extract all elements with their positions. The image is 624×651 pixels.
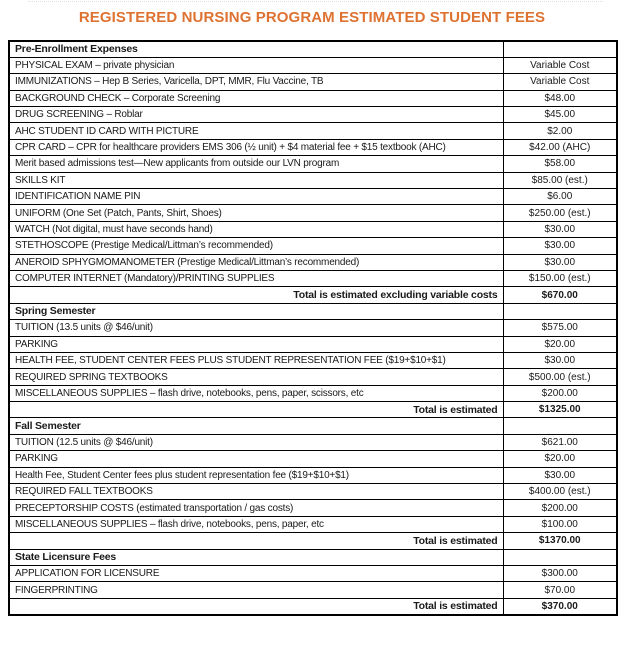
fee-row: [9, 320, 617, 336]
fee-value-cell: $58.00: [503, 156, 617, 172]
section-header-row: [9, 41, 617, 57]
fee-value-cell: $45.00: [503, 107, 617, 123]
total-row: [9, 287, 617, 303]
fee-value-cell: $250.00 (est.): [503, 205, 617, 221]
fee-value-cell: $100.00: [503, 516, 617, 532]
section-header-row: [9, 549, 617, 565]
fee-row: [9, 451, 617, 467]
fee-row: [9, 336, 617, 352]
fee-value-cell: [503, 41, 617, 57]
fee-row: [9, 74, 617, 90]
fee-label-cell: HEALTH FEE, STUDENT CENTER FEES PLUS STUDENT REPRESENTATION FEE ($19+$10+$1): [9, 352, 503, 368]
fee-value-cell: $30.00: [503, 467, 617, 483]
fee-label-cell: COMPUTER INTERNET (Mandatory)/PRINTING SUPPLIES: [9, 270, 503, 286]
fee-value-cell: $30.00: [503, 221, 617, 237]
fee-label-cell: Health Fee, Student Center fees plus student representation fee ($19+$10+$1): [9, 467, 503, 483]
fee-label-cell: TUITION (13.5 units @ $46/unit): [9, 320, 503, 336]
fee-row: [9, 516, 617, 532]
fee-value-cell: $30.00: [503, 254, 617, 270]
fee-value-cell: $200.00: [503, 500, 617, 516]
section-header-row: [9, 303, 617, 319]
fee-row: [9, 582, 617, 598]
fee-value-cell: $20.00: [503, 336, 617, 352]
fee-label-cell: Total is estimated: [9, 402, 503, 418]
fee-value-cell: Variable Cost: [503, 74, 617, 90]
fee-row: [9, 107, 617, 123]
total-row: [9, 598, 617, 614]
fee-label-cell: PRECEPTORSHIP COSTS (estimated transportation / gas costs): [9, 500, 503, 516]
fee-label-cell: AHC STUDENT ID CARD WITH PICTURE: [9, 123, 503, 139]
fee-value-cell: $6.00: [503, 189, 617, 205]
fee-label-cell: TUITION (12.5 units @ $46/unit): [9, 434, 503, 450]
fee-value-cell: $2.00: [503, 123, 617, 139]
fee-label-cell: Total is estimated: [9, 598, 503, 614]
fee-row: [9, 369, 617, 385]
fee-value-cell: $370.00: [503, 598, 617, 614]
fee-value-cell: $70.00: [503, 582, 617, 598]
fee-row: [9, 352, 617, 368]
fee-value-cell: $500.00 (est.): [503, 369, 617, 385]
fee-label-cell: Merit based admissions test—New applicants from outside our LVN program: [9, 156, 503, 172]
fee-label-cell: PARKING: [9, 451, 503, 467]
fee-row: [9, 270, 617, 286]
total-row: [9, 533, 617, 549]
section-header-row: [9, 418, 617, 434]
student-fees-table: [8, 40, 618, 616]
fee-value-cell: $670.00: [503, 287, 617, 303]
fee-label-cell: DRUG SCREENING – Roblar: [9, 107, 503, 123]
fee-label-cell: MISCELLANEOUS SUPPLIES – flash drive, notebooks, pens, paper, etc: [9, 516, 503, 532]
fee-row: [9, 254, 617, 270]
fee-label-cell: State Licensure Fees: [9, 549, 503, 565]
fee-row: [9, 566, 617, 582]
fee-label-cell: FINGERPRINTING: [9, 582, 503, 598]
fee-label-cell: STETHOSCOPE (Prestige Medical/Littman’s recommended): [9, 238, 503, 254]
fee-label-cell: WATCH (Not digital, must have seconds hand): [9, 221, 503, 237]
fee-value-cell: [503, 418, 617, 434]
fee-label-cell: REQUIRED SPRING TEXTBOOKS: [9, 369, 503, 385]
fee-label-cell: PHYSICAL EXAM – private physician: [9, 57, 503, 73]
fee-label-cell: MISCELLANEOUS SUPPLIES – flash drive, notebooks, pens, paper, scissors, etc: [9, 385, 503, 401]
fee-row: [9, 205, 617, 221]
fee-value-cell: $200.00: [503, 385, 617, 401]
fee-row: [9, 221, 617, 237]
fee-label-cell: UNIFORM (One Set (Patch, Pants, Shirt, Shoes): [9, 205, 503, 221]
fee-label-cell: IMMUNIZATIONS – Hep B Series, Varicella, DPT, MMR, Flu Vaccine, TB: [9, 74, 503, 90]
page-title: REGISTERED NURSING PROGRAM ESTIMATED STUDENT FEES: [78, 9, 546, 26]
fee-value-cell: $150.00 (est.): [503, 270, 617, 286]
fee-value-cell: $1370.00: [503, 533, 617, 549]
fee-value-cell: $1325.00: [503, 402, 617, 418]
fee-row: [9, 156, 617, 172]
fee-row: [9, 172, 617, 188]
fee-row: [9, 189, 617, 205]
fee-label-cell: BACKGROUND CHECK – Corporate Screening: [9, 90, 503, 106]
fee-label-cell: PARKING: [9, 336, 503, 352]
fee-value-cell: $42.00 (AHC): [503, 139, 617, 155]
fee-value-cell: $400.00 (est.): [503, 484, 617, 500]
fee-value-cell: $300.00: [503, 566, 617, 582]
fee-value-cell: [503, 303, 617, 319]
fee-row: [9, 484, 617, 500]
fee-value-cell: [503, 549, 617, 565]
fees-table-body: [9, 41, 617, 615]
fee-label-cell: IDENTIFICATION NAME PIN: [9, 189, 503, 205]
fee-label-cell: ANEROID SPHYGMOMANOMETER (Prestige Medical/Littman’s recommended): [9, 254, 503, 270]
fee-row: [9, 467, 617, 483]
fee-value-cell: Variable Cost: [503, 57, 617, 73]
fee-row: [9, 90, 617, 106]
fee-row: [9, 385, 617, 401]
fee-label-cell: Spring Semester: [9, 303, 503, 319]
fee-value-cell: $575.00: [503, 320, 617, 336]
fee-row: [9, 238, 617, 254]
fee-value-cell: $621.00: [503, 434, 617, 450]
page-break-dotted-line: [28, 1, 603, 2]
fee-value-cell: $48.00: [503, 90, 617, 106]
fee-value-cell: $20.00: [503, 451, 617, 467]
fee-row: [9, 500, 617, 516]
fee-row: [9, 123, 617, 139]
fee-label-cell: Fall Semester: [9, 418, 503, 434]
fee-label-cell: Total is estimated: [9, 533, 503, 549]
fee-row: [9, 434, 617, 450]
fee-label-cell: REQUIRED FALL TEXTBOOKS: [9, 484, 503, 500]
fee-label-cell: Total is estimated excluding variable costs: [9, 287, 503, 303]
fee-value-cell: $85.00 (est.): [503, 172, 617, 188]
fee-label-cell: Pre-Enrollment Expenses: [9, 41, 503, 57]
fee-value-cell: $30.00: [503, 238, 617, 254]
fee-label-cell: SKILLS KIT: [9, 172, 503, 188]
fee-value-cell: $30.00: [503, 352, 617, 368]
fee-row: [9, 57, 617, 73]
fee-label-cell: APPLICATION FOR LICENSURE: [9, 566, 503, 582]
total-row: [9, 402, 617, 418]
fee-row: [9, 139, 617, 155]
fee-label-cell: CPR CARD – CPR for healthcare providers EMS 306 (½ unit) + $4 material fee + $15 textbook (AHC): [9, 139, 503, 155]
